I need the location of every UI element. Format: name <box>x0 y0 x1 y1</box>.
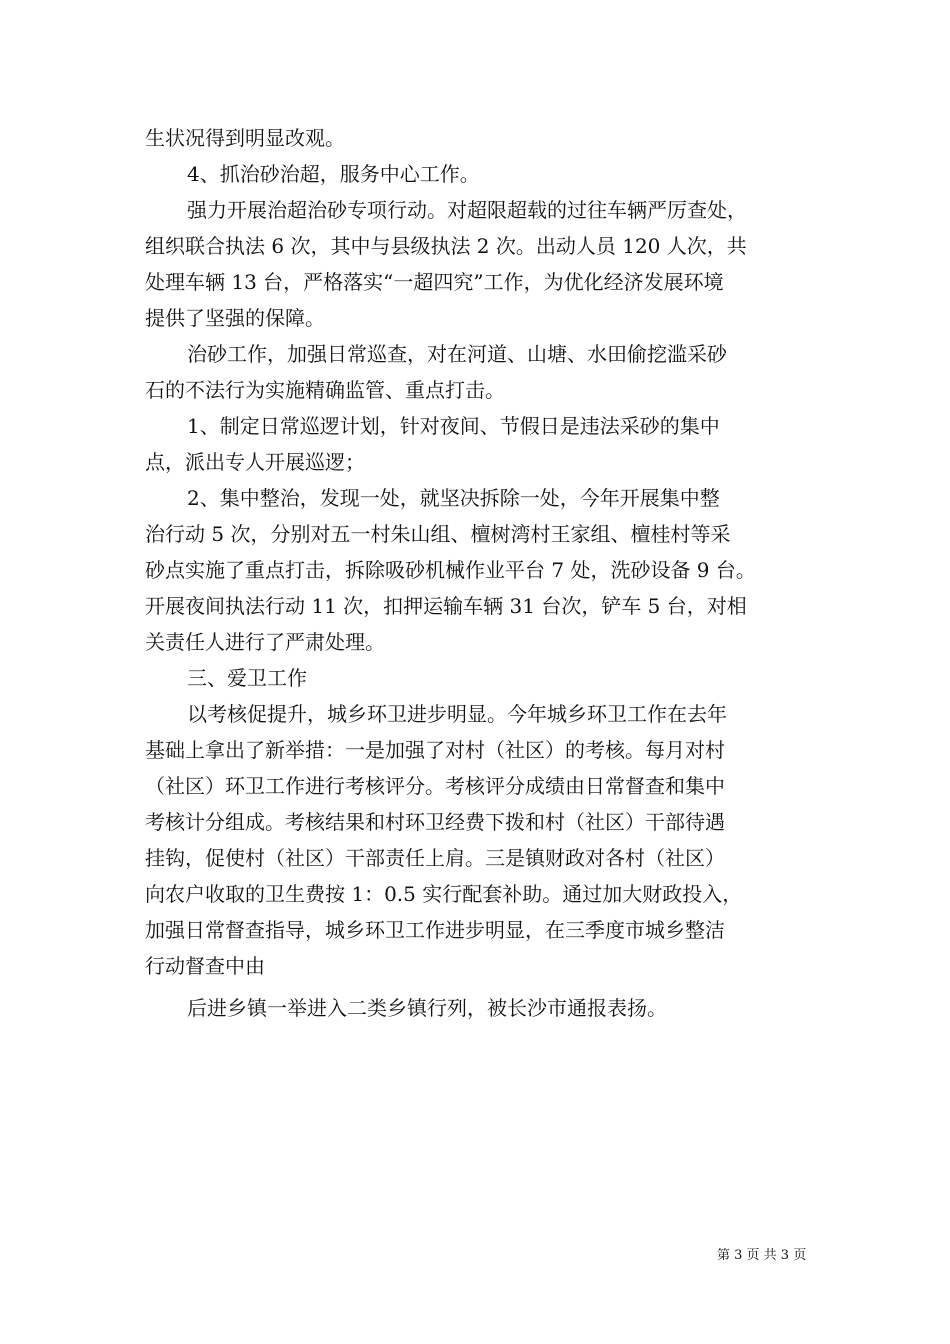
text-line: 考核计分组成。考核结果和村环卫经费下拨和村（社区）干部待遇 <box>145 810 725 834</box>
text-line: 1、制定日常巡逻计划，针对夜间、节假日是违法采砂的集中 <box>187 414 720 438</box>
text-line: 强力开展治超治砂专项行动。对超限超载的过往车辆严厉查处， <box>187 198 747 222</box>
text-line: 提供了坚强的保障。 <box>145 306 325 330</box>
text-line: 挂钩，促使村（社区）干部责任上肩。三是镇财政对各村（社区） <box>145 846 725 870</box>
text-line: 砂点实施了重点打击，拆除吸砂机械作业平台 7 处，洗砂设备 9 台。 <box>145 558 756 582</box>
text-line: 点，派出专人开展巡逻； <box>145 450 365 474</box>
section-heading: 三、爱卫工作 <box>187 666 307 690</box>
text-line: 组织联合执法 6 次，其中与县级执法 2 次。出动人员 120 人次，共 <box>145 234 747 258</box>
text-line: 生状况得到明显改观。 <box>145 126 345 150</box>
text-line: 4、抓治砂治超，服务中心工作。 <box>187 162 480 186</box>
page-number-footer: 第 3 页 共 3 页 <box>717 1248 807 1263</box>
text-line: （社区）环卫工作进行考核评分。考核评分成绩由日常督查和集中 <box>145 774 725 798</box>
text-line: 以考核促提升，城乡环卫进步明显。今年城乡环卫工作在去年 <box>187 702 727 726</box>
text-line: 后进乡镇一举进入二类乡镇行列，被长沙市通报表扬。 <box>187 996 667 1020</box>
text-line: 基础上拿出了新举措：一是加强了对村（社区）的考核。每月对村 <box>145 738 725 762</box>
text-line: 治行动 5 次，分别对五一村朱山组、檀树湾村王家组、檀桂村等采 <box>145 522 731 546</box>
text-line: 行动督查中由 <box>145 954 265 978</box>
text-line: 治砂工作，加强日常巡查，对在河道、山塘、水田偷挖滥采砂 <box>187 342 727 366</box>
text-line: 石的不法行为实施精确监管、重点打击。 <box>145 378 505 402</box>
text-line: 开展夜间执法行动 11 次，扣押运输车辆 31 台次，铲车 5 台，对相 <box>145 594 747 618</box>
text-line: 关责任人进行了严肃处理。 <box>145 630 385 654</box>
text-line: 2、集中整治，发现一处，就坚决拆除一处，今年开展集中整 <box>187 486 720 510</box>
text-line: 加强日常督查指导，城乡环卫工作进步明显，在三季度市城乡整洁 <box>145 918 725 942</box>
text-line: 处理车辆 13 台，严格落实“一超四究”工作，为优化经济发展环境 <box>145 270 724 294</box>
text-line: 向农户收取的卫生费按 1：0.5 实行配套补助。通过加大财政投入， <box>145 882 743 906</box>
